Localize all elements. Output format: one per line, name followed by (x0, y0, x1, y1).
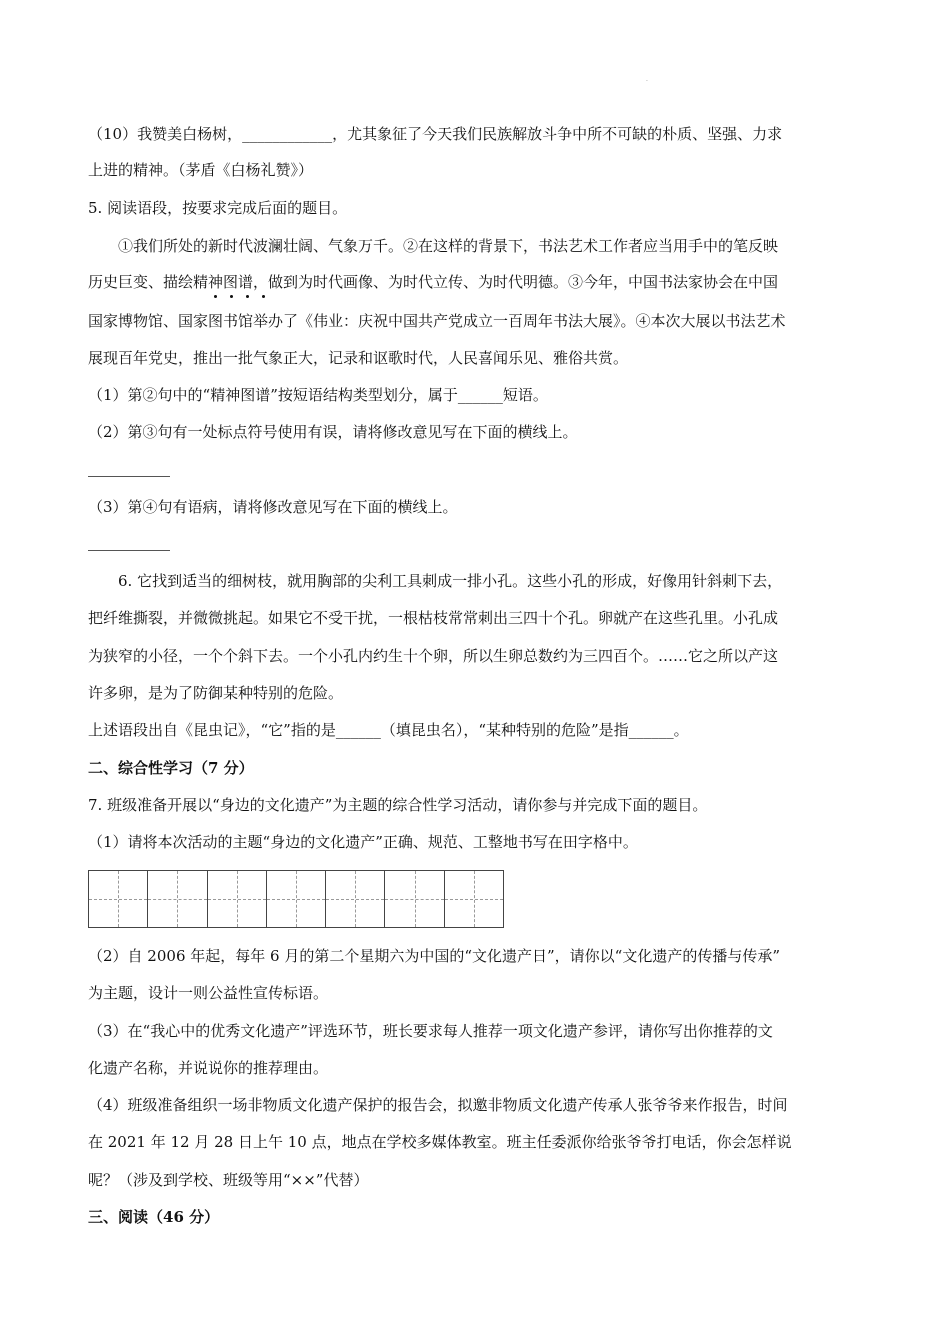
grid-cell[interactable] (445, 871, 503, 927)
emphasis-dot (262, 295, 265, 298)
answer-line (88, 550, 170, 551)
grid-cell[interactable] (326, 871, 385, 927)
q5-sub2: （2）第③句有一处标点符号使用有误，请将修改意见写在下面的横线上。 (88, 423, 578, 441)
grid-cell[interactable] (89, 871, 148, 927)
grid-cell[interactable] (267, 871, 326, 927)
q7-sub4-line3: 呢？（涉及到学校、班级等用“××”代替） (88, 1171, 369, 1189)
emphasis-dot (230, 295, 233, 298)
q6-line1: 6. 它找到适当的细树枝，就用胸部的尖利工具刺成一排小孔。这些小孔的形成，好像用针斜刺下去， (118, 572, 783, 590)
answer-line (88, 476, 170, 477)
q5-heading: 5. 阅读语段，按要求完成后面的题目。 (88, 199, 348, 217)
q6-line2: 把纤维撕裂，并微微挑起。如果它不受干扰，一根枯枝常常刺出三四十个孔。卵就产在这些孔里。小孔成 (88, 609, 779, 627)
q5-sub3: （3）第④句有语病，请将修改意见写在下面的横线上。 (88, 498, 458, 516)
emphasis-dot (246, 295, 249, 298)
q7-heading: 7. 班级准备开展以“身边的文化遗产”为主题的综合性学习活动，请你参与并完成下面的题目。 (88, 796, 708, 814)
q7-sub1: （1）请将本次活动的主题“身边的文化遗产”正确、规范、工整地书写在田字格中。 (88, 833, 638, 851)
q6-line3: 为狭窄的小径，一个个斜下去。一个小孔内约生十个卵，所以生卵总数约为三四百个。……它之所以产这 (88, 647, 779, 665)
grid-cell[interactable] (385, 871, 444, 927)
q4-10-line2: 上进的精神。（茅盾《白杨礼赞》） (88, 161, 314, 179)
section-3-heading: 三、阅读（46 分） (88, 1208, 220, 1226)
q7-sub2-line2: 为主题，设计一则公益性宣传标语。 (88, 984, 329, 1002)
q5-passage-line4: 展现百年党史，推出一批气象正大，记录和讴歌时代，人民喜闻乐见、雅俗共赏。 (88, 349, 629, 367)
top-mark: . (646, 76, 648, 83)
q5-passage-line2: 历史巨变、描绘精神图谱，做到为时代画像、为时代立传、为时代明德。③今年，中国书法家协会在中国 (88, 273, 779, 291)
q5-passage-line1: ①我们所处的新时代波澜壮阔、气象万千。②在这样的背景下，书法艺术工作者应当用手中的笔反映 (118, 237, 779, 255)
tianzige-grid[interactable] (88, 870, 504, 928)
q7-sub2-line1: （2）自 2006 年起，每年 6 月的第二个星期六为中国的“文化遗产日”，请你以“文化遗产的传播与传承” (88, 947, 781, 965)
q6-line4: 许多卵，是为了防御某种特别的危险。 (88, 684, 344, 702)
grid-cell[interactable] (148, 871, 207, 927)
q7-sub4-line2: 在 2021 年 12 月 28 日上午 10 点，地点在学校多媒体教室。班主任委派你给张爷爷打电话，你会怎样说 (88, 1133, 792, 1151)
grid-cell[interactable] (208, 871, 267, 927)
q5-passage-line3: 国家博物馆、国家图书馆举办了《伟业：庆祝中国共产党成立一百周年书法大展》。④本次大展以书法艺术 (88, 312, 786, 330)
section-2-heading: 二、综合性学习（7 分） (88, 759, 254, 777)
q7-sub3-line2: 化遗产名称，并说说你的推荐理由。 (88, 1059, 329, 1077)
q7-sub3-line1: （3）在“我心中的优秀文化遗产”评选环节，班长要求每人推荐一项文化遗产参评，请你写出你推荐的文 (88, 1022, 773, 1040)
emphasis-dot (214, 295, 217, 298)
q4-10-line1: （10）我赞美白杨树，____________，尤其象征了今天我们民族解放斗争中所不可缺的朴质、坚强、力求 (88, 125, 783, 143)
q6-question: 上述语段出自《昆虫记》，“它”指的是______（填昆虫名），“某种特别的危险”是指______。 (88, 721, 689, 739)
q7-sub4-line1: （4）班级准备组织一场非物质文化遗产保护的报告会，拟邀非物质文化遗产传承人张爷爷来作报告，时间 (88, 1096, 788, 1114)
q5-sub1: （1）第②句中的“精神图谱”按短语结构类型划分，属于______短语。 (88, 386, 548, 404)
